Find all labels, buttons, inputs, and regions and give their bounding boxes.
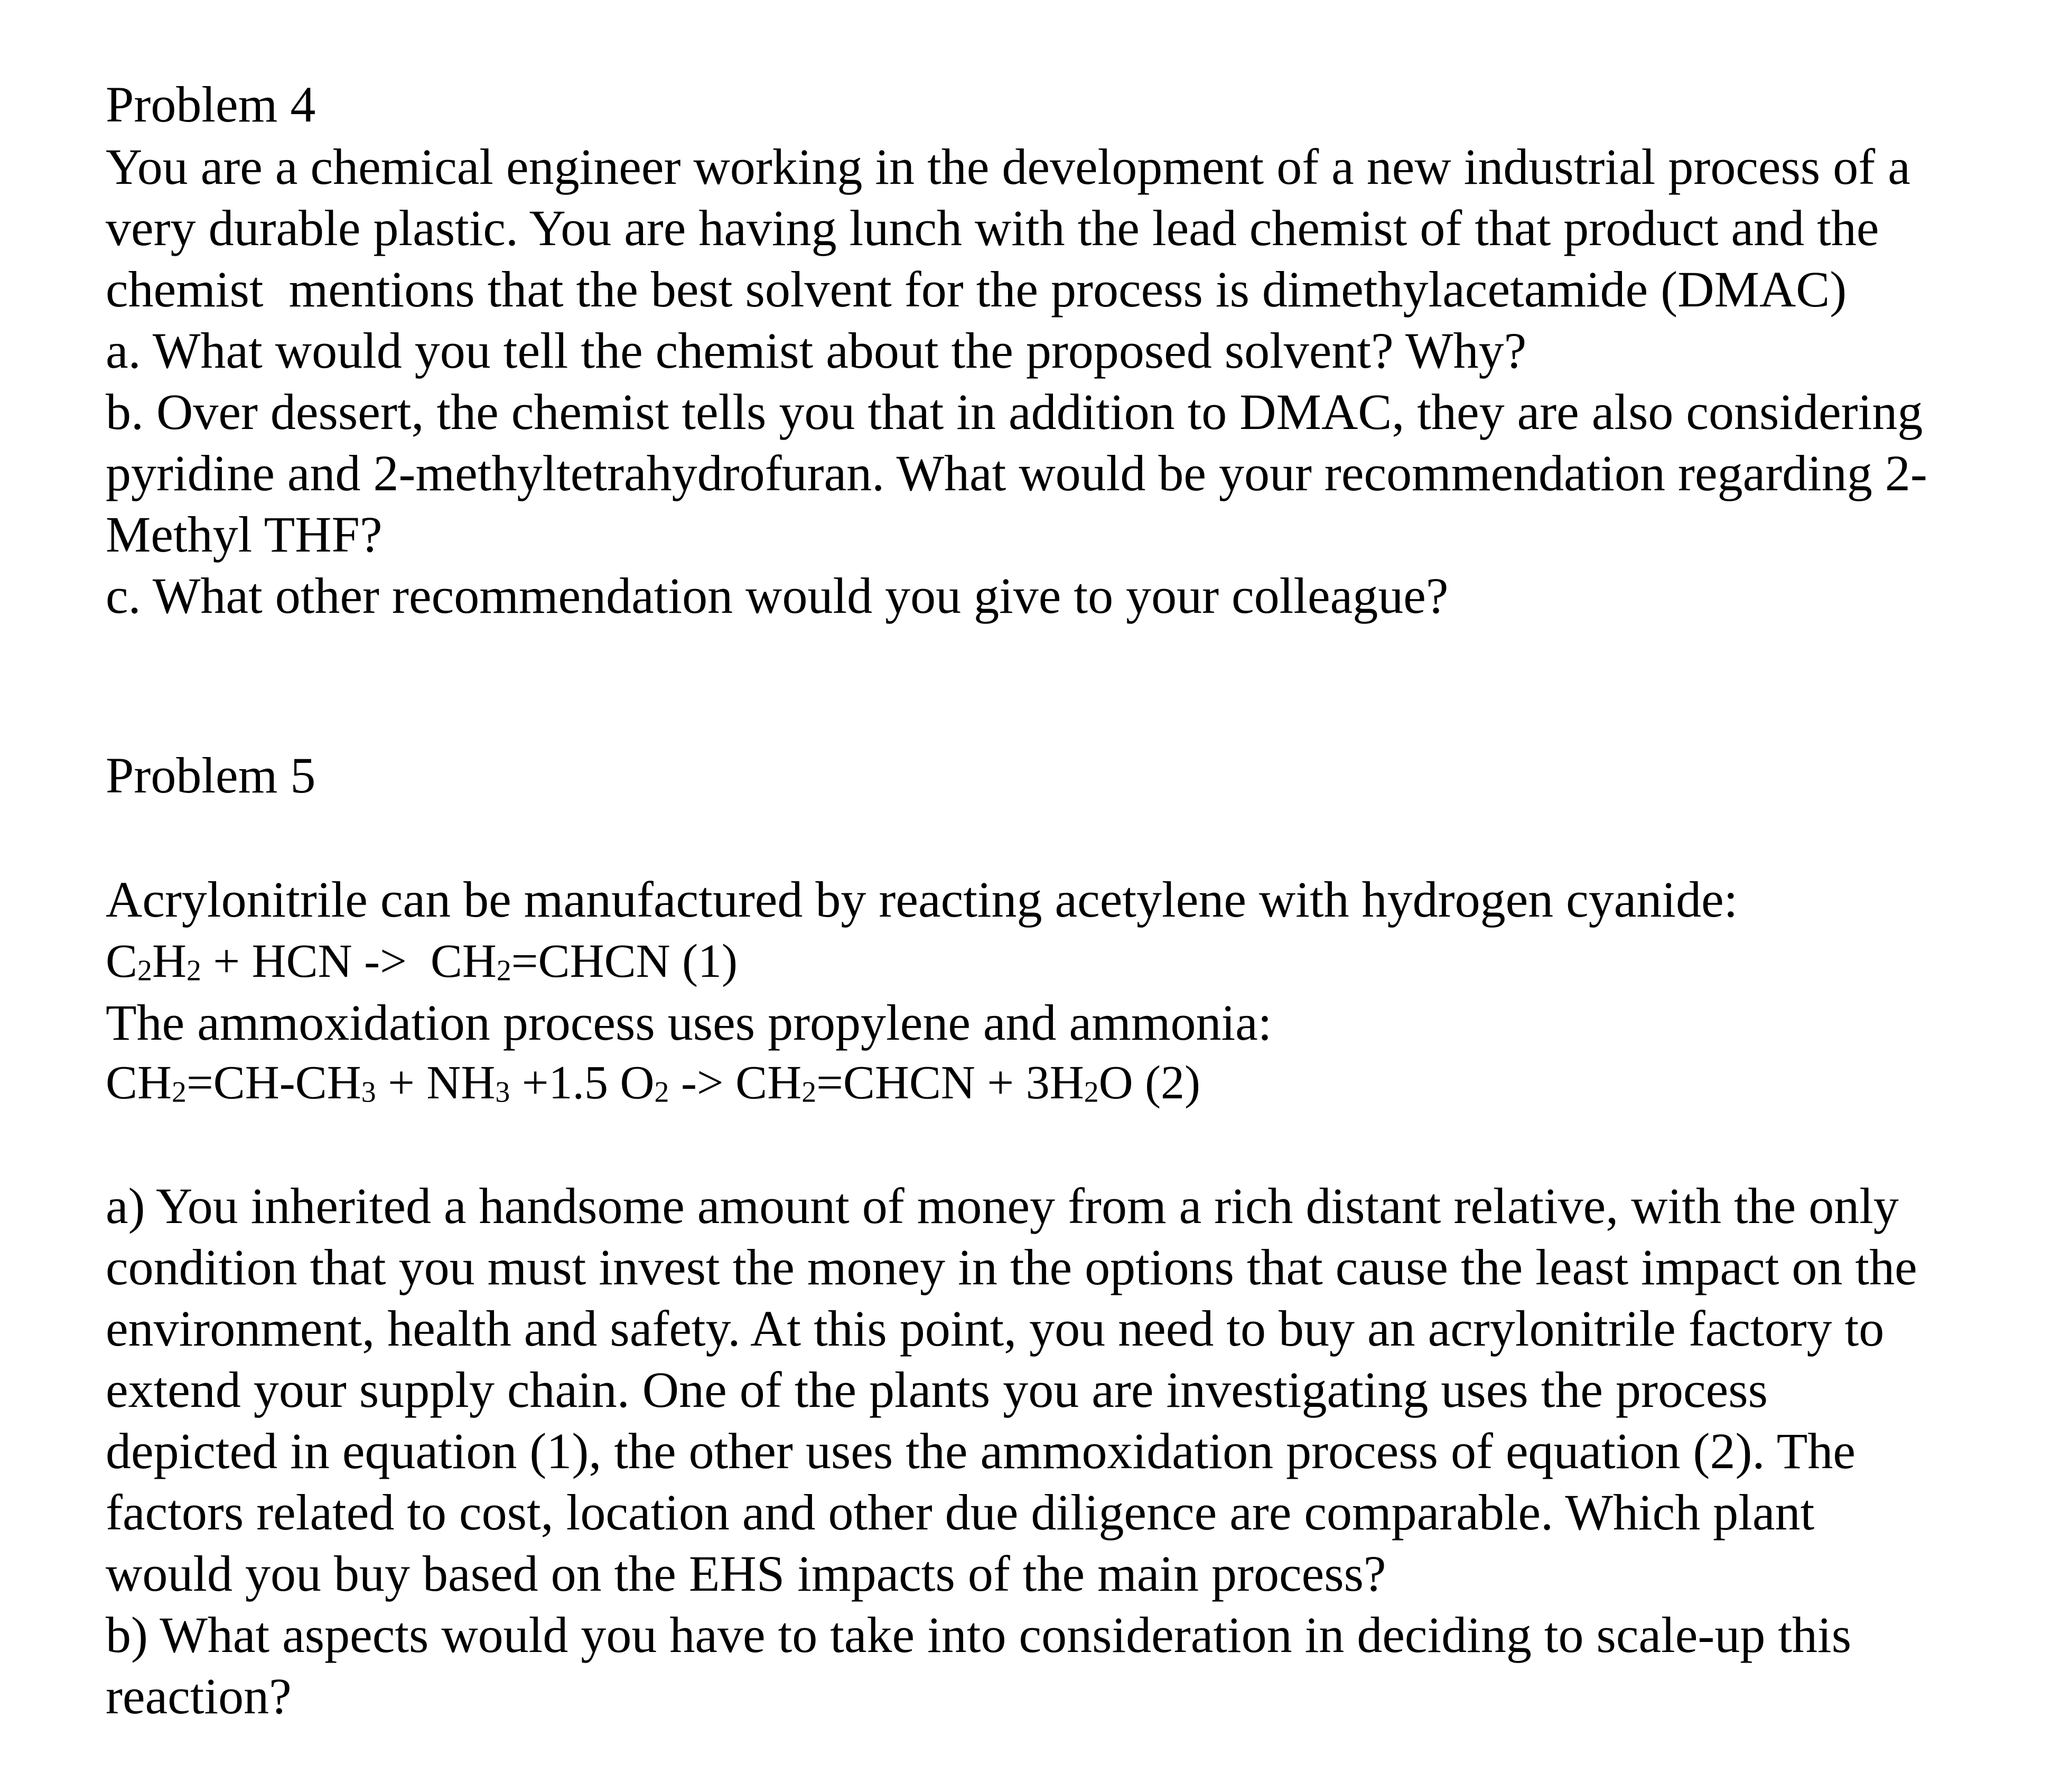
equation-1: $C_2H_2$ + HCN -> $CH_2=CHCN$ (1) (106, 935, 738, 987)
problem-4-intro-line-1: You are a chemical engineer working in the development of a new industrial process of a (106, 138, 1910, 195)
equation-2: $CH_2=CH-CH_3 + NH_3 +1.5$ $O_2$ -> $CH_2=CHCN + 3H_2O$ (2) (106, 1057, 1201, 1109)
problem-5-question-b-line-1: b) What aspects would you have to take into consideration in deciding to scale-up this (106, 1607, 1852, 1663)
problem-4-intro-line-2: very durable plastic. You are having lunch with the lead chemist of that product and the (106, 200, 1879, 256)
problem-4-question-c: c. What other recommendation would you give to your colleague? (106, 567, 1449, 624)
problem-4-intro-line-3: chemist mentions that the best solvent for the process is dimethylacetamide (DMAC) (106, 261, 1847, 318)
problem-5-question-a-line-4: extend your supply chain. One of the plants you are investigating uses the process (106, 1361, 1768, 1418)
problem-4-question-b-line-3: Methyl THF? (106, 506, 383, 563)
problem-5-intro: Acrylonitrile can be manufactured by reacting acetylene with hydrogen cyanide: (106, 871, 1738, 928)
problem-4-heading: Problem 4 (106, 76, 316, 133)
problem-5-question-a-line-5: depicted in equation (1), the other uses the ammoxidation process of equation (2). The (106, 1423, 1855, 1479)
ammoxidation-intro: The ammoxidation process uses propylene and ammonia: (106, 994, 1272, 1051)
problem-5-question-a-line-2: condition that you must invest the money in the options that cause the least impact on the (106, 1239, 1917, 1295)
problem-5-question-a-line-3: environment, health and safety. At this point, you need to buy an acrylonitrile factory to (106, 1300, 1885, 1357)
problem-5-question-a-line-1: a) You inherited a handsome amount of money from a rich distant relative, with the only (106, 1178, 1899, 1234)
problem-5-question-b-line-2: reaction? (106, 1668, 292, 1724)
problem-5-question-a-line-6: factors related to cost, location and other due diligence are comparable. Which plant (106, 1484, 1815, 1541)
problem-4-question-b-line-1: b. Over dessert, the chemist tells you that in addition to DMAC, they are also considering (106, 384, 1923, 440)
problem-4-question-b-line-2: pyridine and 2-methyltetrahydrofuran. What would be your recommendation regarding 2- (106, 445, 1927, 501)
problem-5-heading: Problem 5 (106, 747, 316, 804)
problem-4-question-a: a. What would you tell the chemist about the proposed solvent? Why? (106, 322, 1527, 379)
problem-5-question-a-line-7: would you buy based on the EHS impacts of the main process? (106, 1545, 1386, 1602)
